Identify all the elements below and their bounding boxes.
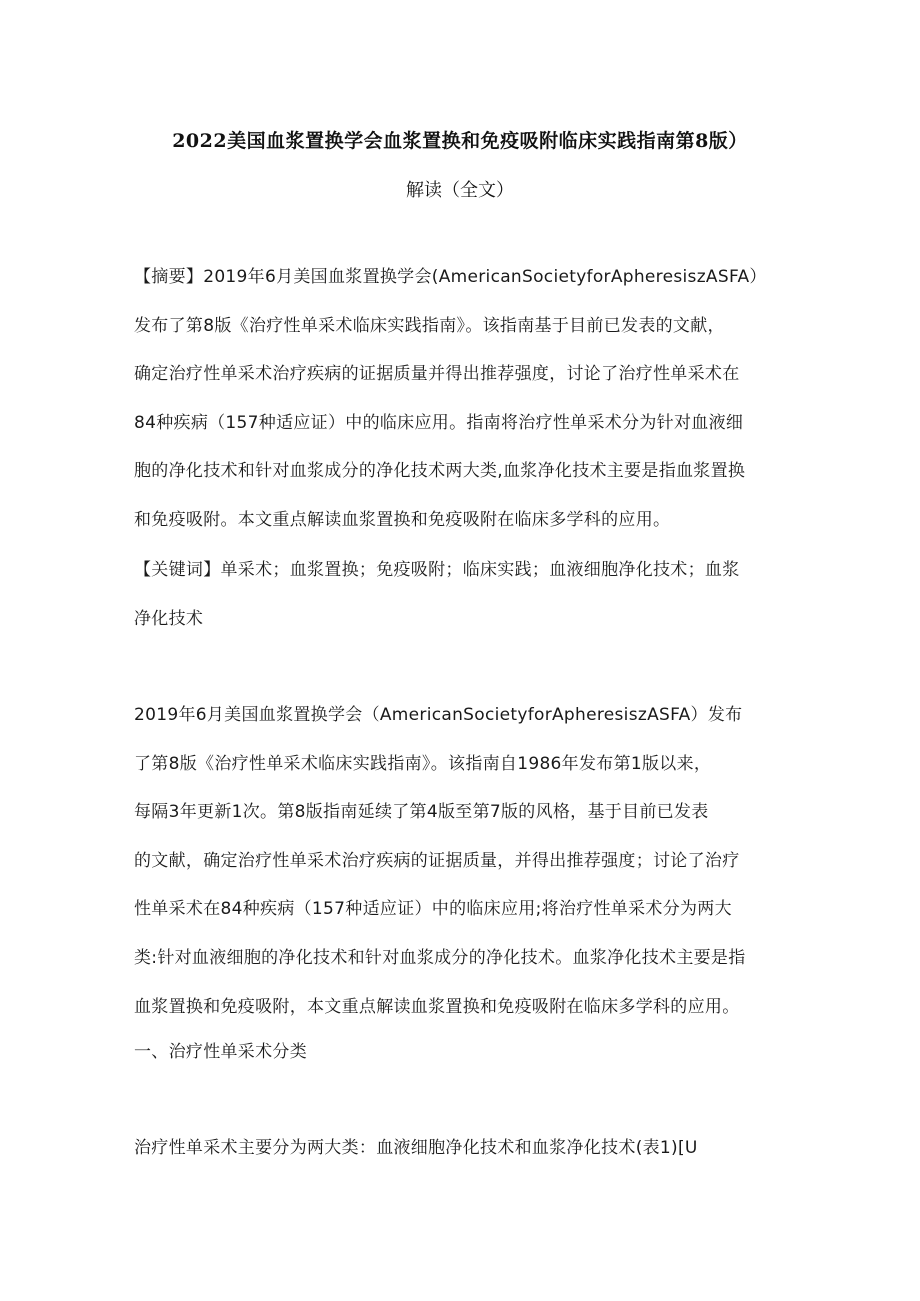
intro-paragraph [134,691,794,1031]
intro-line: 类:针对血液细胞的净化技术和针对血浆成分的净化技术。血浆净化技术主要是指 [134,947,746,968]
classification-paragraph [134,1124,794,1173]
intro-line: 血浆置换和免疫吸附，本文重点解读血浆置换和免疫吸附在临床多学科的应用。 [134,996,740,1017]
classification-line: 治疗性单采术主要分为两大类：血液细胞净化技术和血浆净化技术(表1)[U [134,1138,698,1158]
document-title-line-2: 解读（全文） [406,180,514,201]
intro-line: 性单采术在84种疾病（157种适应证）中的临床应用;将治疗性单采术分为两大 [134,899,732,920]
intro-line: 了第8版《治疗性单采术临床实践指南》。该指南自1986年发布第1版以来， [134,753,712,774]
intro-line: 每隔3年更新1次。第8版指南延续了第4版至第7版的风格，基于目前已发表 [134,802,709,823]
document-title-line-1: 2022美国血浆置换学会血浆置换和免疫吸附临床实践指南第8版） [172,130,748,152]
abstract-line: 和免疫吸附。本文重点解读血浆置换和免疫吸附在临床多学科的应用。 [134,509,671,530]
section-heading-text: 一、治疗性单采术分类 [134,1042,307,1062]
section-heading [134,1028,794,1077]
abstract-line: 84种疾病（157种适应证）中的临床应用。指南将治疗性单采术分为针对血液细 [134,412,744,433]
keywords-line: 【关键词】单采术；血浆置换；免疫吸附；临床实践；血液细胞净化技术；血浆 [134,560,740,580]
abstract-paragraph [134,253,794,545]
abstract-line: 确定治疗性单采术治疗疾病的证据质量并得出推荐强度，讨论了治疗性单采术在 [134,364,740,385]
keywords-line: 净化技术 [134,608,204,629]
abstract-line: 发布了第8版《治疗性单采术临床实践指南》。该指南基于目前已发表的文献， [134,315,725,336]
intro-line: 2019年6月美国血浆置换学会（AmericanSocietyforApheresiszASFA）发布 [134,705,743,725]
abstract-line: 胞的净化技术和针对血浆成分的净化技术两大类,血浆净化技术主要是指血浆置换 [134,461,746,482]
abstract-line: 【摘要】2019年6月美国血浆置换学会(AmericanSocietyforApheresiszASFA） [134,267,767,287]
intro-line: 的文献，确定治疗性单采术治疗疾病的证据质量，并得出推荐强度；讨论了治疗 [134,850,740,871]
keywords-paragraph [134,546,794,643]
